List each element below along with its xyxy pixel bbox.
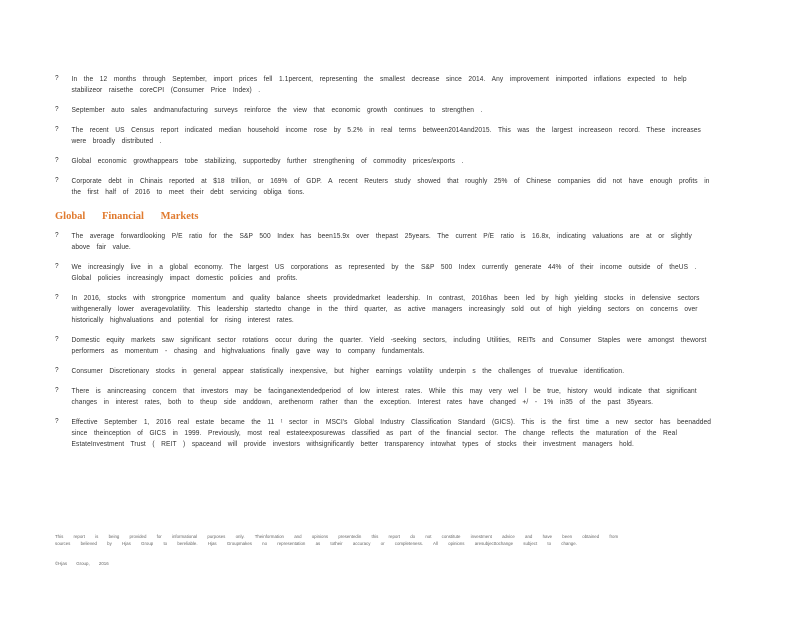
- economy-bullet-list: [55, 73, 715, 206]
- bullet-text: There is anincreasing concern that investors may be facinganextendedperiod of low interest rates. While this may very wel l be true, history would indicate that significant changes in interest rates, both to theup side anddown, arethenorm rather than the exception. Interest rates have changed +/ - 1% in35 of the past 35years.: [71, 386, 697, 406]
- bullet-global-growth: [55, 155, 716, 166]
- bullet-text: Consumer Discretionary stocks in general appear statistically inexpensive, but higher earnings volatility underpin s the challenges of truevalue identification.: [71, 366, 625, 375]
- bullet-sector-rotations: [55, 334, 716, 356]
- bullet-mark: ?: [55, 106, 59, 113]
- bullet-mark: ?: [55, 157, 59, 164]
- bullet-mark: ?: [55, 232, 59, 239]
- bullet-import-prices: [55, 73, 716, 95]
- section-heading-global-markets: Global Financial Markets: [55, 211, 199, 222]
- bullet-mark: ?: [55, 387, 59, 394]
- bullet-text: September auto sales andmanufacturing surveys reinforce the view that economic growth continues to strengthen .: [71, 105, 483, 114]
- bullet-interest-rates: [55, 385, 716, 407]
- disclaimer-line-1: This report is being provided for informational purposes only. Theinformation and opinions presentedin this report do not constitute investment advice and have been obtained from: [55, 534, 619, 539]
- bullet-text: Domestic equity markets saw significant sector rotations occur during the quarter. Yield -seeking sectors, including Utilities, REITs and Consumer Staples were amongst theworst performers as momentum - chasing and highvaluations finally gave way to company fundamentals.: [71, 335, 707, 355]
- bullet-text: The average forwardlooking P/E ratio for the S&P 500 Index has been15.9x over thepast 25years. The current P/E ratio is 16.8x, indicating valuations are at or slightly above fair value.: [71, 231, 692, 251]
- bullet-mark: ?: [55, 367, 59, 374]
- bullet-pe-ratio: [55, 230, 716, 252]
- markets-bullet-list: [55, 230, 715, 458]
- bullet-consumer-discretionary: [55, 365, 716, 376]
- bullet-china-debt: [55, 175, 716, 197]
- bullet-text: In the 12 months through September, import prices fell 1.1percent, representing the smallest decrease since 2014. Any improvement inimported inflations expected to help stabilizeor raisethe coreCPI (Consumer Price Index) .: [71, 74, 687, 94]
- bullet-real-estate-sector: [55, 416, 716, 449]
- bullet-text: The recent US Census report indicated median household income rose by 5.2% in real terms between2014and2015. This was the largest increaseon record. These increases were broadly distributed .: [71, 125, 701, 145]
- bullet-mark: ?: [55, 336, 59, 343]
- bullet-mark: ?: [55, 75, 59, 82]
- bullet-mark: ?: [55, 418, 59, 425]
- disclaimer-line-2: sources believed by Hjas Group to bereliable. Hjas Groupmakes no representation as totheir accuracy or completeness. All opinions aresubjecttochange subject to change.: [55, 541, 577, 546]
- bullet-mark: ?: [55, 126, 59, 133]
- bullet-auto-sales: [55, 104, 716, 115]
- bullet-census-income: [55, 124, 716, 146]
- footer-disclaimer: [55, 533, 695, 547]
- bullet-momentum: [55, 292, 716, 325]
- bullet-global-economy: [55, 261, 716, 283]
- bullet-mark: ?: [55, 263, 59, 270]
- bullet-text: Effective September 1, 2016 real estate became the 11 ᵗ sector in MSCI's Global Industry Classification Standard (GICS). This is the first time a new sector has beenadded since theinception of GICS in 1999. Previously, most real estateexposurewas classified as part of the financial sector. The change reflects the maturation of the Real EstateInvestment Trust ( REIT ) spaceand will provide investors withsignificantly better transparency intowhat types of stocks their investment managers hold.: [71, 417, 712, 448]
- bullet-mark: ?: [55, 294, 59, 301]
- copyright-notice: ©Hjas Group, 2016: [55, 561, 109, 566]
- bullet-mark: ?: [55, 177, 59, 184]
- bullet-text: We increasingly live in a global economy. The largest US corporations as represented by the S&P 500 Index currently generate 44% of their income outside of theUS . Global policies increasingly impact domestic policies and profits.: [71, 262, 697, 282]
- bullet-text: In 2016, stocks with strongprice momentum and quality balance sheets providedmarket leadership. In contrast, 2016has been led by high yielding stocks in defensive sectors withgenerally lower averagevolatility. This leadership startedto change in the third quarter, as active managers increasingly sold out of high yielding sectors on concerns over historically highvaluations and potential for rising interest rates.: [71, 293, 700, 324]
- bullet-text: Global economic growthappears tobe stabilizing, supportedby further strengthening of commodity prices/exports .: [71, 156, 464, 165]
- bullet-text: Corporate debt in Chinais reported at $18 trillion, or 169% of GDP. A recent Reuters study showed that roughly 25% of Chinese companies did not have enough profits in the first half of 2016 to meet their debt servicing obliga tions.: [71, 176, 710, 196]
